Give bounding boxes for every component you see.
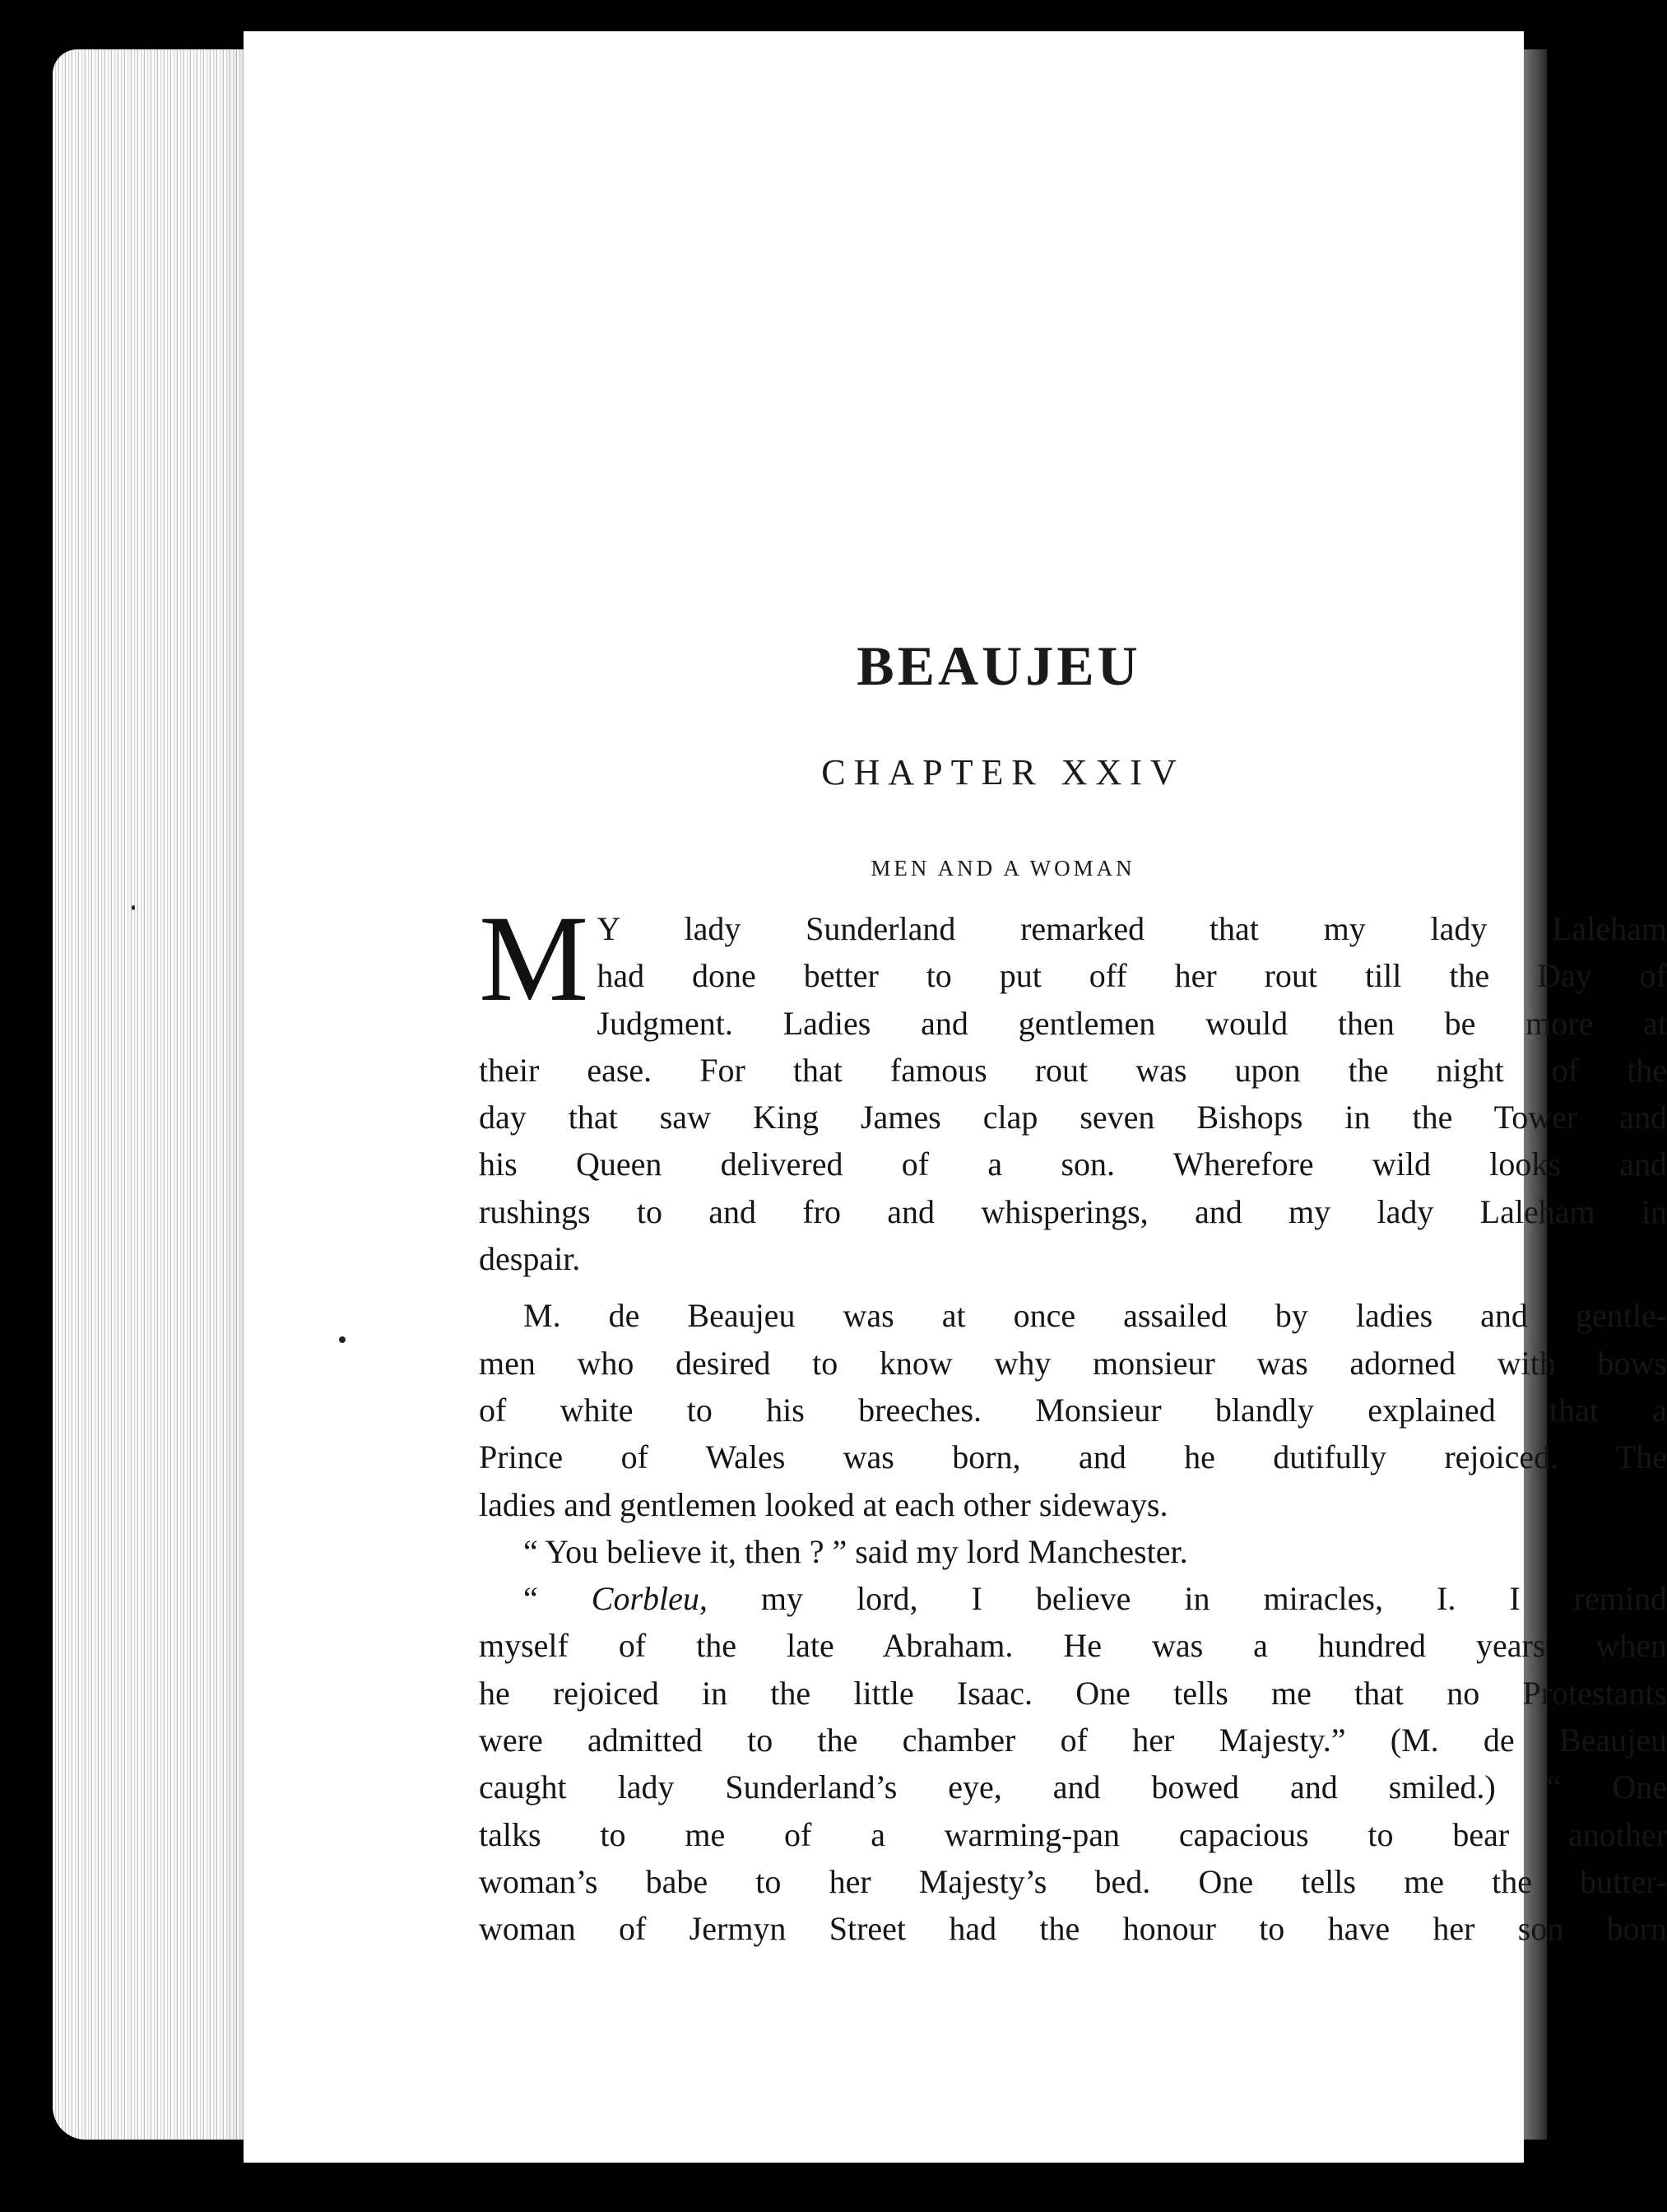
body-text — [479, 890, 1667, 1953]
italic-word: Corbleu, — [591, 1580, 708, 1618]
chapter-title: MEN AND A WOMAN — [871, 856, 1135, 881]
text-line: their ease. For that famous rout was upon the night of the — [479, 1051, 1667, 1089]
text-line: Judgment. Ladies and gentlemen would then be more at — [597, 1004, 1667, 1042]
text-line: day that saw King James clap seven Bishops in the Tower and — [479, 1099, 1667, 1136]
text-line: Y lady Sunderland remarked that my lady Laleham — [597, 910, 1667, 947]
text-line: ladies and gentlemen looked at each other sideways. — [479, 1485, 1168, 1523]
text-line: “ You believe it, then ? ” said my lord Manchester. — [523, 1532, 1188, 1570]
margin-speck — [339, 1336, 346, 1343]
drop-cap: M — [479, 890, 589, 1027]
text-line: rushings to and fro and whisperings, and my lady Laleham in — [479, 1192, 1667, 1230]
text-line: despair. — [479, 1240, 581, 1278]
text-fragment: my lord, I believe in miracles, I. I remind — [707, 1580, 1667, 1618]
text-line — [479, 1575, 1667, 1622]
text-line: myself of the late Abraham. He was a hundred years when — [479, 1627, 1667, 1665]
text-line: woman’s babe to her Majesty’s bed. One tells me the butter- — [479, 1862, 1667, 1900]
paragraph-2 — [479, 1292, 1667, 1527]
paragraph-3 — [479, 1528, 1667, 1575]
text-line: were admitted to the chamber of her Majesty.” (M. de Beaujeu — [479, 1722, 1667, 1759]
text-line: had done better to put off her rout till the Day of — [597, 957, 1667, 995]
book-page — [244, 31, 1667, 2163]
text-line: caught lady Sunderland’s eye, and bowed and smiled.) “ One — [479, 1768, 1667, 1806]
text-line: he rejoiced in the little Isaac. One tells me that no Protestants — [479, 1674, 1667, 1712]
paragraph-1 — [479, 890, 1667, 1282]
text-line: talks to me of a warming-pan capacious to bear another — [479, 1815, 1667, 1853]
text-line: woman of Jermyn Street had the honour to have her son born — [479, 1910, 1667, 1948]
text-fragment: “ — [523, 1580, 592, 1618]
margin-speck — [132, 905, 135, 910]
text-line: of white to his breeches. Monsieur blandly explained that a — [479, 1391, 1667, 1429]
chapter-heading: CHAPTER XXIV — [821, 752, 1185, 792]
text-line: M. de Beaujeu was at once assailed by ladies and gentle- — [523, 1297, 1667, 1335]
text-line: his Queen delivered of a son. Wherefore wild looks and — [479, 1146, 1667, 1183]
text-line: men who desired to know why monsieur was adorned with bows — [479, 1344, 1667, 1382]
paragraph-4 — [479, 1575, 1667, 1952]
page-edges — [53, 49, 250, 2140]
running-title: BEAUJEU — [857, 634, 1141, 697]
text-line: Prince of Wales was born, and he dutifully rejoiced. The — [479, 1438, 1667, 1476]
